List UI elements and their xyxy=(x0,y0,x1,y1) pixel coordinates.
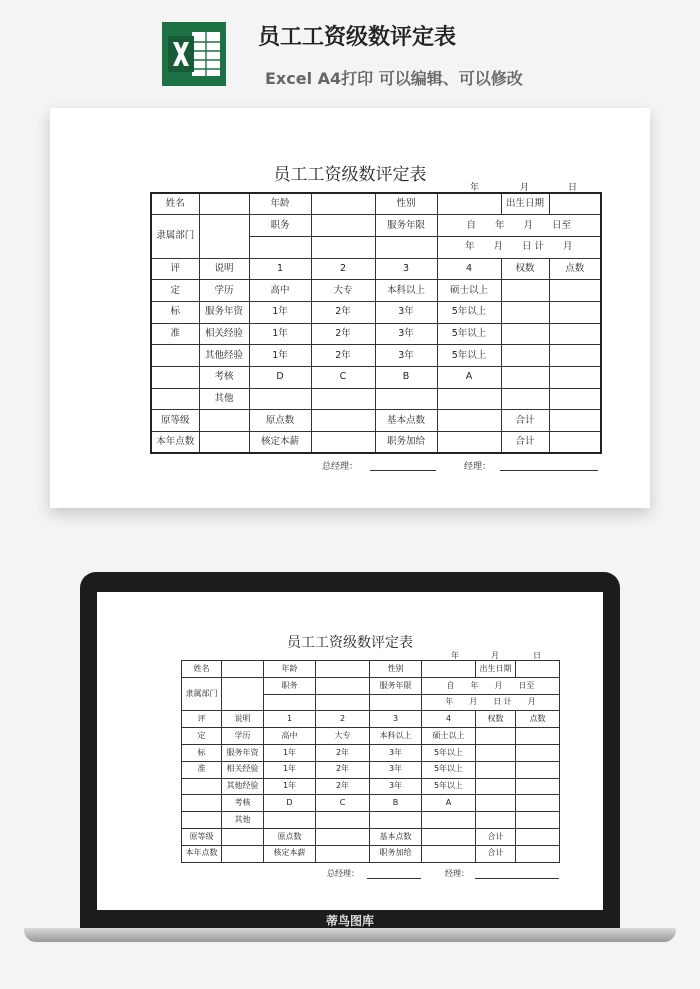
table-cell: 隶属部门 xyxy=(151,215,199,258)
table-cell xyxy=(549,280,601,302)
date-month: 月 xyxy=(520,183,530,193)
screen-table-cell: 1 xyxy=(264,711,316,728)
screen-sheet-title: 员工工资级数评定表 xyxy=(287,635,413,651)
screen-table-cell xyxy=(316,812,370,829)
table-cell: 高中 xyxy=(249,280,311,302)
table-cell: 3年 xyxy=(375,323,437,345)
screen-table-cell: 1年 xyxy=(264,744,316,761)
screen-table-cell: 3 xyxy=(370,711,422,728)
screen-table-cell xyxy=(476,761,516,778)
screen-table-cell xyxy=(422,812,476,829)
screen-general-manager-line xyxy=(367,878,421,879)
table-cell: 自 年 月 日至 xyxy=(437,215,601,237)
screen-table-cell: 2年 xyxy=(316,778,370,795)
page-subtitle: Excel A4打印 可以编辑、可以修改 xyxy=(265,69,523,88)
table-row xyxy=(151,367,601,389)
screen-table-row xyxy=(182,677,560,694)
table-cell: 1 xyxy=(249,258,311,280)
table-cell: 2 xyxy=(311,258,375,280)
table-cell: 服务年限 xyxy=(375,215,437,237)
table-cell xyxy=(199,215,249,258)
screen-table-cell: 隶属部门 xyxy=(182,677,222,711)
screen-table-cell: 说明 xyxy=(222,711,264,728)
table-row xyxy=(151,258,601,280)
screen-table-cell: 学历 xyxy=(222,728,264,745)
evaluation-form-table xyxy=(150,192,602,454)
table-cell: 本科以上 xyxy=(375,280,437,302)
table-cell: 原等级 xyxy=(151,410,199,432)
table-row xyxy=(151,215,601,237)
screen-table-cell xyxy=(182,812,222,829)
table-cell: 相关经验 xyxy=(199,323,249,345)
table-cell: 1年 xyxy=(249,301,311,323)
screen-table-cell: 服务年限 xyxy=(370,677,422,694)
table-cell: 3年 xyxy=(375,345,437,367)
table-cell xyxy=(311,193,375,215)
date-year: 年 xyxy=(470,183,480,193)
screen-table-cell: 自 年 月 日至 xyxy=(422,677,560,694)
screen-table-cell xyxy=(182,778,222,795)
table-cell xyxy=(199,410,249,432)
screen-table-cell: 硕士以上 xyxy=(422,728,476,745)
table-cell xyxy=(549,432,601,454)
screen-table-cell: A xyxy=(422,795,476,812)
table-cell: 大专 xyxy=(311,280,375,302)
date-day: 日 xyxy=(568,183,578,193)
screen-table-cell xyxy=(476,744,516,761)
screen-table-cell: 大专 xyxy=(316,728,370,745)
table-cell: 5年以上 xyxy=(437,301,501,323)
table-cell: 考核 xyxy=(199,367,249,389)
screen-table-cell xyxy=(316,661,370,678)
screen-table-row xyxy=(182,812,560,829)
screen-table-cell: 3年 xyxy=(370,778,422,795)
table-cell xyxy=(501,280,549,302)
table-cell xyxy=(549,301,601,323)
table-cell xyxy=(501,388,549,410)
table-cell xyxy=(437,193,501,215)
screen-table-cell xyxy=(516,828,560,845)
table-cell xyxy=(199,432,249,454)
screen-table-cell: 考核 xyxy=(222,795,264,812)
table-cell: 4 xyxy=(437,258,501,280)
screen-table-cell: 5年以上 xyxy=(422,761,476,778)
screen-table-cell: 本科以上 xyxy=(370,728,422,745)
table-cell: 3年 xyxy=(375,301,437,323)
screen-table-cell xyxy=(516,778,560,795)
table-cell xyxy=(549,388,601,410)
screen-table-cell: 合计 xyxy=(476,828,516,845)
table-cell xyxy=(437,410,501,432)
table-cell: 点数 xyxy=(549,258,601,280)
screen-table-cell xyxy=(182,795,222,812)
table-cell xyxy=(199,193,249,215)
screen-table-cell: 姓名 xyxy=(182,661,222,678)
screen-table-cell: 相关经验 xyxy=(222,761,264,778)
screen-date-row xyxy=(97,650,603,660)
table-cell: B xyxy=(375,367,437,389)
laptop-base xyxy=(24,928,676,942)
screen-table-cell: 2年 xyxy=(316,761,370,778)
screen-table-cell xyxy=(264,694,316,711)
screen-evaluation-form-table xyxy=(181,660,560,863)
table-cell xyxy=(151,367,199,389)
table-cell: D xyxy=(249,367,311,389)
table-cell: 其他经验 xyxy=(199,345,249,367)
table-cell: 5年以上 xyxy=(437,323,501,345)
table-cell xyxy=(311,215,375,237)
table-row xyxy=(151,345,601,367)
screen-table-cell xyxy=(476,778,516,795)
table-cell xyxy=(501,301,549,323)
table-cell: 本年点数 xyxy=(151,432,199,454)
screen-table-cell xyxy=(264,812,316,829)
table-cell: 服务年资 xyxy=(199,301,249,323)
table-cell xyxy=(151,345,199,367)
table-cell xyxy=(501,367,549,389)
table-cell: 2年 xyxy=(311,301,375,323)
screen-table-cell: 性别 xyxy=(370,661,422,678)
table-cell xyxy=(311,236,375,258)
screen-table-cell: 4 xyxy=(422,711,476,728)
table-row xyxy=(151,280,601,302)
page-title: 员工工资级数评定表 xyxy=(258,25,457,50)
screen-table-cell: 5年以上 xyxy=(422,778,476,795)
screen-table-cell xyxy=(422,661,476,678)
screen-table-cell: 年 月 日 计 月 xyxy=(422,694,560,711)
table-cell: 标 xyxy=(151,301,199,323)
screen-date-day: 日 xyxy=(533,651,541,660)
screen-table-cell: 本年点数 xyxy=(182,845,222,862)
screen-table-cell: 标 xyxy=(182,744,222,761)
screen-table-cell xyxy=(316,845,370,862)
table-cell xyxy=(501,323,549,345)
table-cell: 年 月 日 计 月 xyxy=(437,236,601,258)
sheet-title: 员工工资级数评定表 xyxy=(273,165,427,185)
screen-table-cell: 出生日期 xyxy=(476,661,516,678)
screen-table-cell: D xyxy=(264,795,316,812)
table-cell: 基本点数 xyxy=(375,410,437,432)
screen-table-row xyxy=(182,778,560,795)
table-row xyxy=(151,323,601,345)
screen-table-cell xyxy=(516,661,560,678)
table-cell: 年龄 xyxy=(249,193,311,215)
screen-table-cell xyxy=(516,812,560,829)
screen-table-cell: 2年 xyxy=(316,744,370,761)
screen-table-cell xyxy=(316,828,370,845)
screen-table-cell: 点数 xyxy=(516,711,560,728)
screen-table-cell xyxy=(222,828,264,845)
table-row xyxy=(151,410,601,432)
table-row xyxy=(151,193,601,215)
manager-label: 经理： xyxy=(464,462,492,472)
general-manager-label: 总经理： xyxy=(322,462,359,472)
screen-table-cell: 1年 xyxy=(264,761,316,778)
screen-table-cell: 职务 xyxy=(264,677,316,694)
table-cell: 准 xyxy=(151,323,199,345)
screen-table-row xyxy=(182,711,560,728)
table-cell: 合计 xyxy=(501,410,549,432)
screen-table-cell: 原点数 xyxy=(264,828,316,845)
screen-table-cell: 职务加给 xyxy=(370,845,422,862)
screen-table-cell: 权数 xyxy=(476,711,516,728)
screen-table-cell xyxy=(476,795,516,812)
screen-table-cell: 准 xyxy=(182,761,222,778)
screen-table-cell xyxy=(422,845,476,862)
screen-table-cell xyxy=(476,812,516,829)
screen-table-row xyxy=(182,828,560,845)
table-cell xyxy=(311,432,375,454)
screen-manager-line xyxy=(475,878,559,879)
table-cell: 说明 xyxy=(199,258,249,280)
screen-table-cell: 5年以上 xyxy=(422,744,476,761)
screen-table-cell xyxy=(476,728,516,745)
table-cell: 学历 xyxy=(199,280,249,302)
date-row xyxy=(50,180,650,192)
screen-table-cell: C xyxy=(316,795,370,812)
table-cell: 职务加给 xyxy=(375,432,437,454)
table-cell: 出生日期 xyxy=(501,193,549,215)
header xyxy=(0,0,700,100)
screen-table-cell xyxy=(516,845,560,862)
table-cell xyxy=(249,388,311,410)
table-cell xyxy=(151,388,199,410)
screen-table-row xyxy=(182,795,560,812)
table-row xyxy=(151,432,601,454)
screen-table-row xyxy=(182,661,560,678)
screen-general-manager-label: 总经理： xyxy=(327,869,359,878)
table-cell: 5年以上 xyxy=(437,345,501,367)
table-cell: 核定本薪 xyxy=(249,432,311,454)
screen-table-cell: 1年 xyxy=(264,778,316,795)
screen-table-cell xyxy=(422,828,476,845)
screen-table-cell: 定 xyxy=(182,728,222,745)
table-cell: A xyxy=(437,367,501,389)
table-cell xyxy=(549,367,601,389)
table-cell: 权数 xyxy=(501,258,549,280)
screen-table-row xyxy=(182,728,560,745)
screen-table-row xyxy=(182,744,560,761)
table-cell xyxy=(549,193,601,215)
table-cell xyxy=(375,236,437,258)
screen-table-cell xyxy=(516,761,560,778)
table-cell: 姓名 xyxy=(151,193,199,215)
table-cell: 其他 xyxy=(199,388,249,410)
table-cell xyxy=(311,410,375,432)
table-cell: C xyxy=(311,367,375,389)
screen-table-cell: 评 xyxy=(182,711,222,728)
screen-table-row xyxy=(182,761,560,778)
screen-table-cell: 其他经验 xyxy=(222,778,264,795)
screen-signature-row xyxy=(97,868,603,880)
screen-table-cell: 其他 xyxy=(222,812,264,829)
table-cell xyxy=(437,432,501,454)
screen-table-cell xyxy=(370,812,422,829)
signature-row xyxy=(50,459,650,473)
screen-table-cell: 核定本薪 xyxy=(264,845,316,862)
manager-line xyxy=(500,470,598,471)
table-row xyxy=(151,388,601,410)
screen-table-cell: 3年 xyxy=(370,761,422,778)
laptop-screen xyxy=(97,592,603,910)
table-cell: 3 xyxy=(375,258,437,280)
brand-label: 蒂鸟图库 xyxy=(325,914,374,928)
screen-table-cell: 高中 xyxy=(264,728,316,745)
table-cell xyxy=(549,345,601,367)
table-cell: 评 xyxy=(151,258,199,280)
table-cell xyxy=(375,388,437,410)
table-cell xyxy=(311,388,375,410)
screen-table-row xyxy=(182,845,560,862)
screen-table-cell xyxy=(316,677,370,694)
screen-date-year: 年 xyxy=(451,651,459,660)
screen-table-cell xyxy=(222,677,264,711)
screen-table-cell xyxy=(516,744,560,761)
screen-table-cell: 2 xyxy=(316,711,370,728)
screen-table-cell: 原等级 xyxy=(182,828,222,845)
screen-table-cell xyxy=(516,795,560,812)
screen-manager-label: 经理： xyxy=(445,869,469,878)
table-cell xyxy=(549,410,601,432)
table-row xyxy=(151,301,601,323)
screen-table-cell: 年龄 xyxy=(264,661,316,678)
screen-table-cell xyxy=(222,845,264,862)
screen-table-cell xyxy=(516,728,560,745)
screen-table-cell: 基本点数 xyxy=(370,828,422,845)
excel-icon xyxy=(162,22,226,86)
table-cell: 1年 xyxy=(249,345,311,367)
table-cell xyxy=(437,388,501,410)
screen-table-cell xyxy=(370,694,422,711)
table-cell: 合计 xyxy=(501,432,549,454)
table-cell xyxy=(549,323,601,345)
screen-table-cell: B xyxy=(370,795,422,812)
table-cell: 2年 xyxy=(311,345,375,367)
table-cell xyxy=(249,236,311,258)
screen-table-cell: 3年 xyxy=(370,744,422,761)
sheet-preview-card xyxy=(50,108,650,508)
table-cell: 2年 xyxy=(311,323,375,345)
general-manager-line xyxy=(370,470,436,471)
table-cell xyxy=(501,345,549,367)
table-cell: 1年 xyxy=(249,323,311,345)
screen-table-cell: 服务年资 xyxy=(222,744,264,761)
table-cell: 性别 xyxy=(375,193,437,215)
screen-table-cell: 合计 xyxy=(476,845,516,862)
screen-table-cell xyxy=(222,661,264,678)
screen-date-month: 月 xyxy=(491,651,499,660)
table-cell: 职务 xyxy=(249,215,311,237)
table-cell: 定 xyxy=(151,280,199,302)
table-cell: 硕士以上 xyxy=(437,280,501,302)
table-cell: 原点数 xyxy=(249,410,311,432)
screen-table-cell xyxy=(316,694,370,711)
